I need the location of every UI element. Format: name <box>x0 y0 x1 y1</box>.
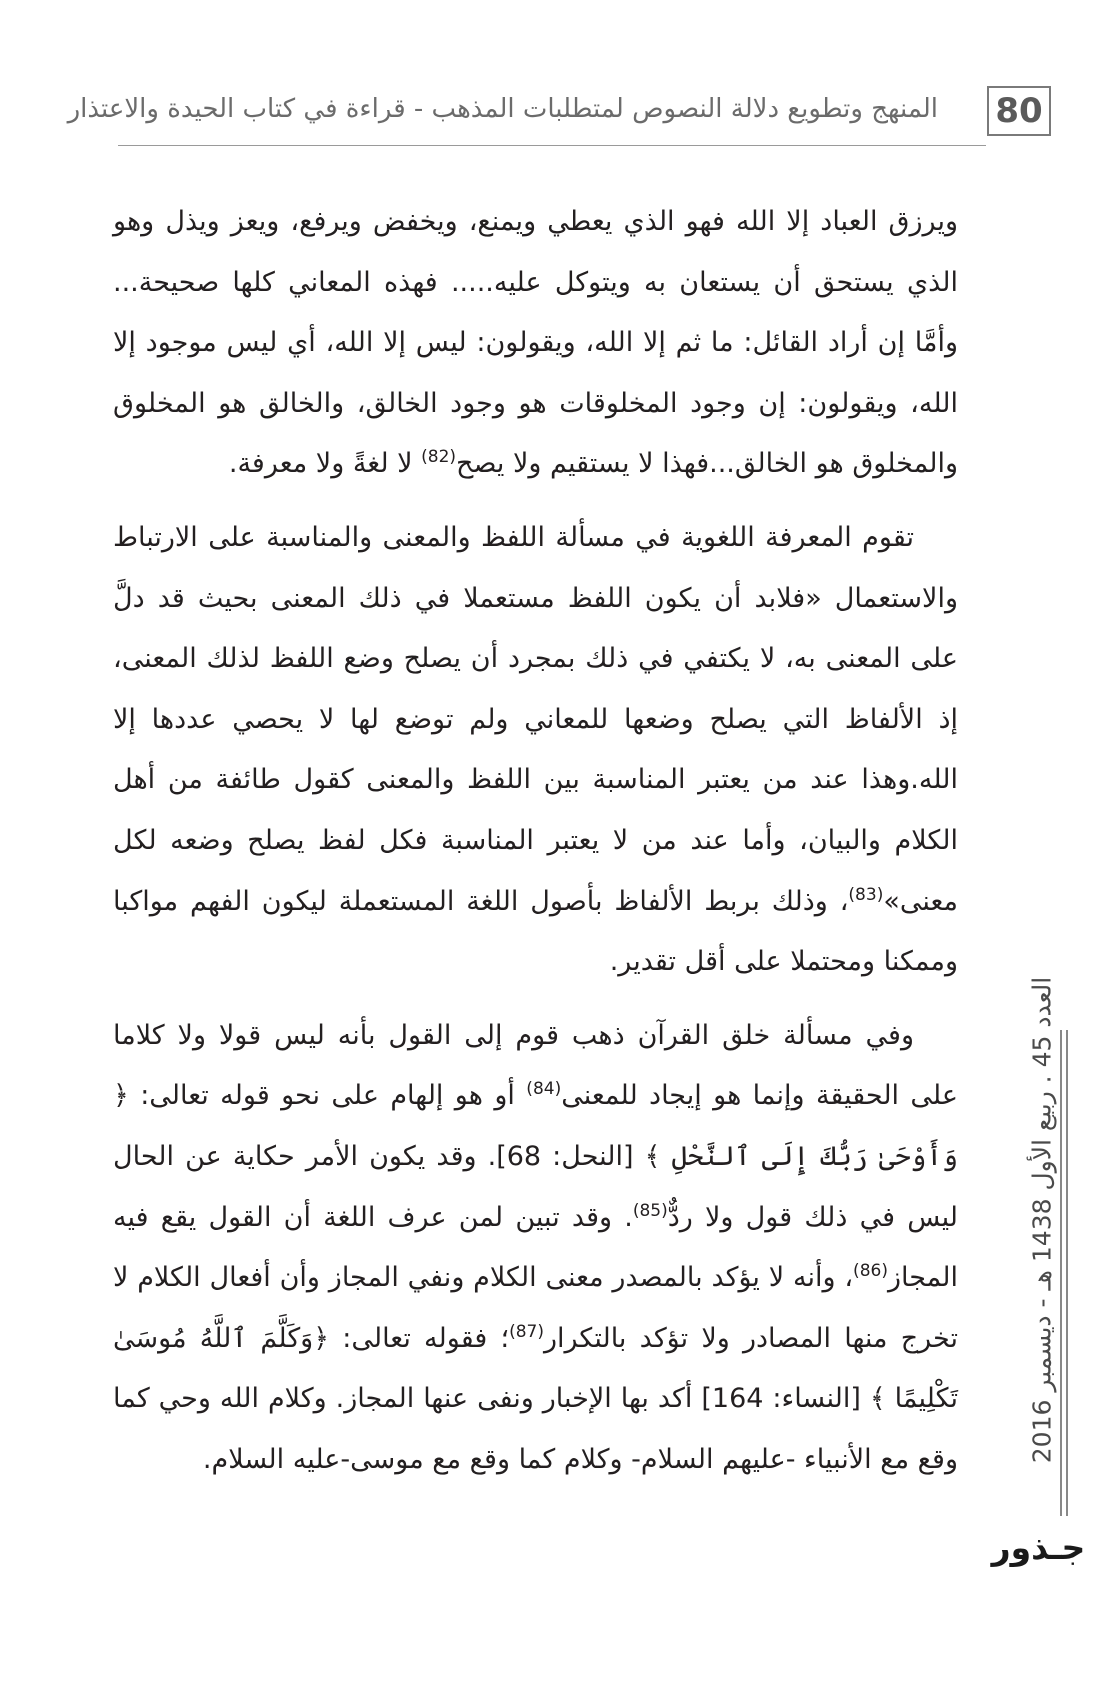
footnote-ref-84[interactable]: (84) <box>526 1079 562 1100</box>
footnote-ref-86[interactable]: (86) <box>853 1261 888 1282</box>
sidebar-rule-double <box>1066 1030 1068 1516</box>
paragraph-3-text-e: ، وأنه لا يؤكد بالمصدر معنى الكلام ونفي المجاز وأن أفعال الكلام لا تخرج منها المصادر ولا تؤكد بالتكرار <box>113 1262 958 1354</box>
footnote-ref-83[interactable]: (83) <box>848 884 884 905</box>
paragraph-3-text-a: وفي مسألة خلق القرآن ذهب قوم إلى القول بأنه ليس قولا ولا كلاما على الحقيقة وإنما هو إيجاد للمعنى <box>113 1019 958 1112</box>
paragraph-3-text-b: أو هو إلهام على نحو قوله تعالى: <box>128 1080 527 1112</box>
footnote-ref-85[interactable]: (85) <box>632 1200 668 1221</box>
paragraph-3 <box>113 1006 958 1491</box>
journal-logo: جـذور <box>991 1528 1086 1567</box>
paragraph-2-text-a: تقوم المعرفة اللغوية في مسألة اللفظ والمعنى والمناسبة على الارتباط والاستعمال «فلابد أن يكون اللفظ مستعملا في ذلك المعنى بحيث قد دلَّ على المعنى به، لا يكتفي في ذلك بمجرد أن يصلح وضع اللفظ لذلك المعنى، إذ الألفاظ التي يصلح وضعها للمعاني ولم توضع لها لا يحصي عددها إلا الله.وهذا عند من يعتبر المناسبة بين اللفظ والمعنى كقول طائفة من أهل الكلام والبيان، وأما عند من لا يعتبر المناسبة فكل لفظ يصلح وضعه لكل معنى» <box>113 521 958 917</box>
header-divider <box>118 145 986 146</box>
article-body <box>113 192 958 1490</box>
paragraph-3-text-g: [النساء: 164] أكد بها الإخبار ونفى عنها المجاز. وكلام الله وحي كما وقع مع الأنبياء -عليهم السلام- وكلام كما وقع مع موسى-عليه السلام. <box>113 1383 958 1475</box>
paragraph-3-text-d: . وقد تبين لمن عرف اللغة أن القول يقع فيه المجاز <box>113 1201 958 1294</box>
quran-verse-nisa: ﴿وَكَلَّمَ ٱللَّهُ مُوسَىٰ تَكْلِيمًا ﴾ <box>113 1322 959 1415</box>
paragraph-3-text-c: [النحل: 68]. وقد يكون الأمر حكاية عن الحال ليس في ذلك قول ولا ردٌّ <box>113 1140 958 1233</box>
paragraph-2-text-b: ، وذلك بربط الألفاظ بأصول اللغة المستعملة ليكون الفهم مواكبا وممكنا ومحتملا على أقل تقدير. <box>113 885 958 978</box>
paragraph-1-text-a: ويرزق العباد إلا الله فهو الذي يعطي ويمنع، ويخفض ويرفع، ويعز ويذل وهو الذي يستحق أن يستعان به ويتوكل عليه..... فهذه المعاني كلها صحيحة... وأمَّا إن أراد القائل: ما ثم إلا الله، ويقولون: ليس إلا الله، أي ليس موجود إلا الله، ويقولون: إن وجود المخلوقات هو وجود الخالق، والخالق هو المخلوق والمخلوق هو الخالق...فهذا لا يستقيم ولا يصح <box>113 206 958 480</box>
sidebar-rule <box>1060 1030 1062 1516</box>
footnote-ref-82[interactable]: (82) <box>421 447 457 468</box>
paragraph-2 <box>113 508 958 993</box>
footnote-ref-87[interactable]: (87) <box>509 1321 544 1342</box>
paragraph-3-text-f: ؛ فقوله تعالى: <box>329 1322 510 1354</box>
running-header-title: المنهج وتطويع دلالة النصوص لمتطلبات المذهب - قراءة في كتاب الحيدة والاعتذار <box>67 94 938 124</box>
paragraph-1 <box>113 192 958 495</box>
paragraph-1-text-b: لا لغةً ولا معرفة. <box>228 448 422 480</box>
issue-info-vertical: العدد 45 . ربيع الأول 1438 هـ - ديسمبر 2016 <box>1027 976 1057 1464</box>
page-number: 80 <box>987 86 1051 136</box>
quran-verse-nahl: ﴿ وَأَوْحَىٰ رَبُّكَ إِلَى ٱلنَّحْلِ ﴾ <box>113 1080 958 1172</box>
